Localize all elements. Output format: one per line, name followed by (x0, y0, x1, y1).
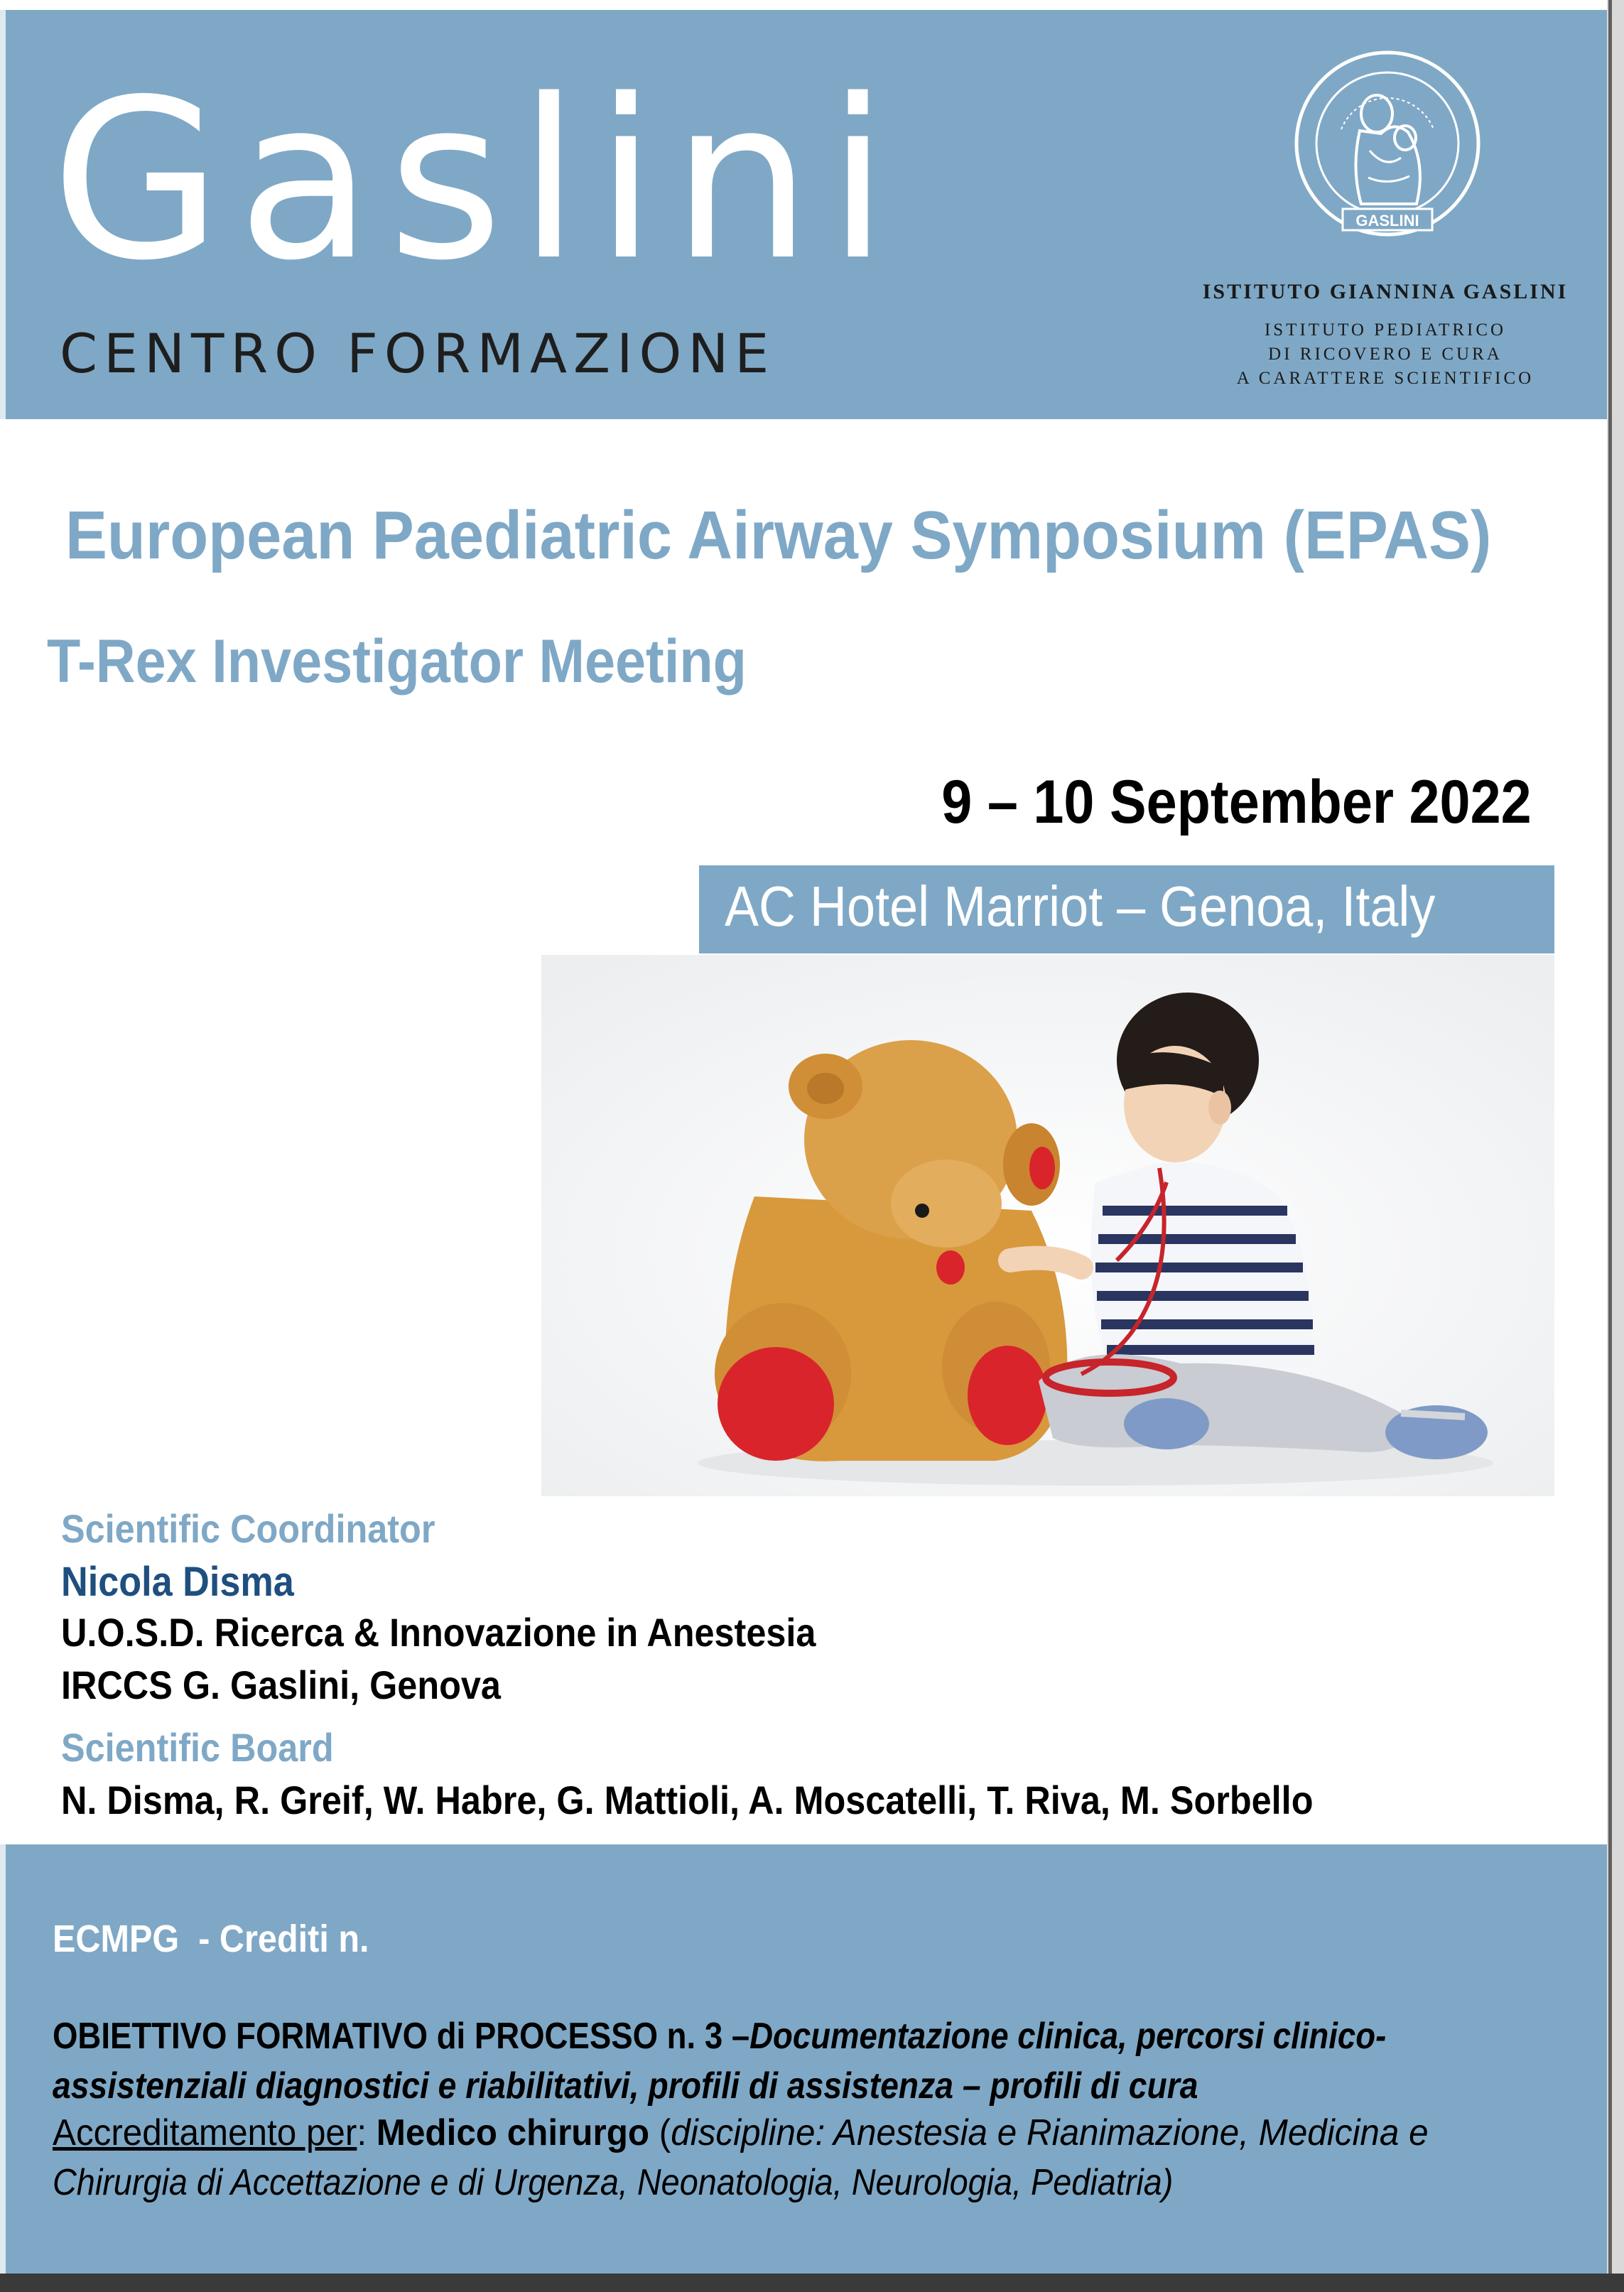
objective-line-2 (53, 2065, 1198, 2107)
board-members: N. Disma, R. Greif, W. Habre, G. Mattioli, A. Moscatelli, T. Riva, M. Sorbello (61, 1778, 1314, 1822)
event-date: 9 – 10 September 2022 (941, 768, 1532, 836)
accreditation-line-1 (53, 2114, 1429, 2151)
objective-line-1 (53, 2018, 1386, 2055)
institute-desc-line: ISTITUTO PEDIATRICO (1264, 320, 1507, 340)
objective-bold: OBIETTIVO FORMATIVO di PROCESSO n. 3 – (53, 2016, 750, 2057)
coordinator-unit: U.O.S.D. Ricerca & Innovazione in Anestesia (61, 1610, 816, 1655)
accreditation-line-2 (53, 2164, 1173, 2201)
header-edge (0, 10, 6, 419)
accreditation-colon: : (357, 2112, 377, 2153)
institute-name: ISTITUTO GIANNINA GASLINI (1202, 280, 1569, 303)
board-label: Scientific Board (61, 1725, 334, 1770)
logo-wordmark: Gaslini (51, 53, 904, 309)
seal-icon (1292, 44, 1483, 257)
hero-photo (541, 955, 1554, 1496)
institute-desc-line: A CARATTERE SCIENTIFICO (1236, 369, 1534, 388)
accreditation-role: Medico chirurgo (376, 2112, 650, 2153)
ecm-credits: ECMPG - Crediti n. (53, 1918, 369, 1960)
event-subtitle: T-Rex Investigator Meeting (47, 627, 747, 696)
footer-banner (0, 1844, 1607, 2274)
accreditation-disciplines: Chirurgia di Accettazione e di Urgenza, Neonatologia, Neurologia, Pediatria (53, 2162, 1162, 2203)
logo-subtitle: CENTRO FORMAZIONE (60, 322, 776, 385)
seal-text: GASLINI (1355, 212, 1419, 229)
institute-seal (1292, 44, 1483, 257)
coordinator-name: Nicola Disma (61, 1559, 294, 1605)
hero-illustration (541, 955, 1554, 1496)
accreditation-paren: ) (1162, 2162, 1174, 2203)
coordinator-label: Scientific Coordinator (61, 1506, 435, 1551)
event-venue: AC Hotel Marriot – Genoa, Italy (725, 875, 1436, 938)
page-frame-bottom (0, 2274, 1624, 2292)
objective-italic: assistenziali diagnostici e riabilitativi, profili di assistenza – profili di cura (53, 2065, 1198, 2107)
page-frame-right-line (1608, 0, 1612, 2292)
accreditation-label: Accreditamento per (53, 2112, 357, 2153)
institute-desc-line: DI RICOVERO E CURA (1268, 345, 1503, 364)
objective-italic: Documentazione clinica, percorsi clinico- (749, 2016, 1387, 2057)
footer-edge (0, 1844, 6, 2274)
header-banner (0, 10, 1607, 419)
venue-bar (699, 865, 1554, 953)
coordinator-institution: IRCCS G. Gaslini, Genova (61, 1663, 501, 1707)
accreditation-disciplines: discipline: Anestesia e Rianimazione, Medicina e (671, 2112, 1429, 2153)
event-title: European Paediatric Airway Symposium (EPAS) (65, 497, 1492, 573)
accreditation-paren: ( (649, 2112, 671, 2153)
